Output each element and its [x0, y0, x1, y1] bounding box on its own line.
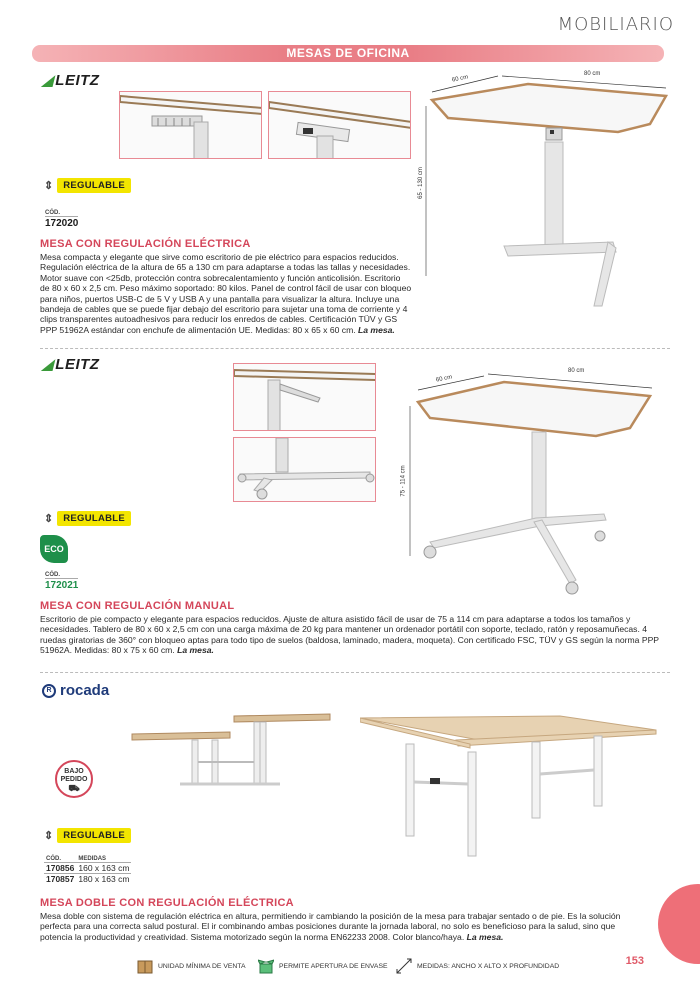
dim-height: 65 - 130 cm [417, 167, 424, 199]
footer-open-pack: PERMITE APERTURA DE ENVASE [258, 958, 388, 974]
updown-arrow-icon: ⇕ [44, 830, 54, 842]
brand-logo-rocada: R rocada [42, 682, 109, 699]
product-3-image-height-comparison [130, 710, 335, 790]
dim-depth: 60 cm [435, 374, 453, 384]
dim-depth: 60 cm [451, 74, 469, 84]
brand-logo-leitz: ◢ LEITZ [42, 72, 100, 89]
product-1-title: MESA CON REGULACIÓN ELÉCTRICA [40, 238, 251, 250]
divider [40, 672, 670, 673]
open-box-icon [258, 958, 274, 974]
dim-width: 80 cm [584, 71, 601, 77]
dim-width: 80 cm [568, 368, 585, 374]
updown-arrow-icon: ⇕ [44, 513, 54, 525]
updown-arrow-icon: ⇕ [44, 180, 54, 192]
product-2-detail-lever [233, 363, 376, 431]
leitz-leaf-icon: ◢ [42, 72, 54, 88]
product-3-code-table: CÓD. MEDIDAS 170856 160 x 163 cm 170857 180 x 163 cm [46, 856, 130, 884]
leitz-leaf-icon: ◢ [42, 356, 54, 372]
section-title: MOBILIARIO [557, 14, 674, 35]
product-1-code: CÓD. 172020 [45, 210, 79, 229]
regulable-badge: ⇕ REGULABLE [44, 828, 131, 843]
product-2-description: Escritorio de pie compacto y elegante para espacios reducidos. Ajuste de altura asistido fácil de usar de 75 a 114 cm para adaptarse a todos los tamaños y necesidades. Tablero de 80 x 60 x 2,5 cm con una carga máxima de 20 kg para mantener un ordenador portátil con soporte, teclado, ratón y reposamuñecas. 4 ruedas giratorias de 360° con bloqueo aptas para todo tipo de suelos (baldosa, laminado, madera, moqueta). Con certificado FSC, TÜV y GS según la norma PPP 51962A. Medidas: 80 x 75 x 60 cm. La mesa. [40, 614, 659, 656]
product-1-main-image [418, 66, 673, 316]
product-3-main-image [360, 712, 660, 862]
brand-logo-leitz: ◢ LEITZ [42, 356, 100, 373]
product-2-main-image [400, 366, 660, 596]
ruler-icon [396, 958, 412, 974]
product-2-title: MESA CON REGULACIÓN MANUAL [40, 600, 235, 612]
product-1-detail-tray [119, 91, 262, 159]
bajo-pedido-badge: BAJO PEDIDO ⛟ [55, 760, 93, 798]
footer-measures: MEDIDAS: ANCHO X ALTO X PROFUNDIDAD [396, 958, 559, 974]
category-band [32, 45, 664, 62]
regulable-badge: ⇕ REGULABLE [44, 178, 131, 193]
product-3-title: MESA DOBLE CON REGULACIÓN ELÉCTRICA [40, 897, 294, 909]
product-3-description: Mesa doble con sistema de regulación eléctrica en altura, permitiendo ir cambiando la posición de la mesa para trabajar sentado o de pie. Es la solución perfecta para una correcta salud postural. El ir combinando ambas posiciones durante la jornada laboral, no solo es beneficioso para la salud, sino que potencia la productividad y creatividad. Sistema motorizado según la norma EN62233 2008. Color blanco/haya. La mesa. [40, 911, 621, 942]
dim-height: 75 - 114 cm [400, 465, 407, 497]
product-1-description: Mesa compacta y elegante que sirve como escritorio de pie eléctrico para espacios reducidos. Regulación eléctrica de la altura de 65 a 130 cm para adaptarse a todas las tallas y necesidades. Motor suave con <25db, protección contra sobrecalentamiento y función anticolisión. Escritorio de 80 x 60 x 2,5 cm. Peso máximo soportado: 80 kilos. Panel de control fácil de usar con bloqueo para niños, puertos USB-C de 5 V y USB A y una pantalla para visualizar la altura. Incluye una bandeja de cables que se puede fijar debajo del escritorio para sujetar una toma de corriente y 4 clips transparentes autoadhesivos para reducir los enredos de cables. Certificación TÜV y GS PPP 51962A estándar con enchufe de alimentación UE. Medidas: 80 x 65 x 60 cm. La mesa. [40, 252, 412, 335]
divider [40, 348, 670, 349]
product-2-code: CÓD. 172021 [45, 572, 79, 591]
product-1-detail-panel [268, 91, 411, 159]
rocada-mark-icon: R [42, 684, 56, 698]
delivery-truck-icon: ⛟ [68, 783, 80, 793]
corner-decoration [658, 884, 700, 964]
footer-unit-min: UNIDAD MÍNIMA DE VENTA [137, 958, 246, 974]
category-title: MESAS DE OFICINA [286, 46, 410, 60]
table-row: 170857 180 x 163 cm [46, 874, 130, 884]
page-number: 153 [625, 955, 644, 967]
product-2-detail-base [233, 437, 376, 502]
regulable-badge: ⇕ REGULABLE [44, 511, 131, 526]
box-icon [137, 958, 153, 974]
eco-badge: ECO [40, 535, 68, 563]
table-row: 170856 160 x 163 cm [46, 863, 130, 873]
